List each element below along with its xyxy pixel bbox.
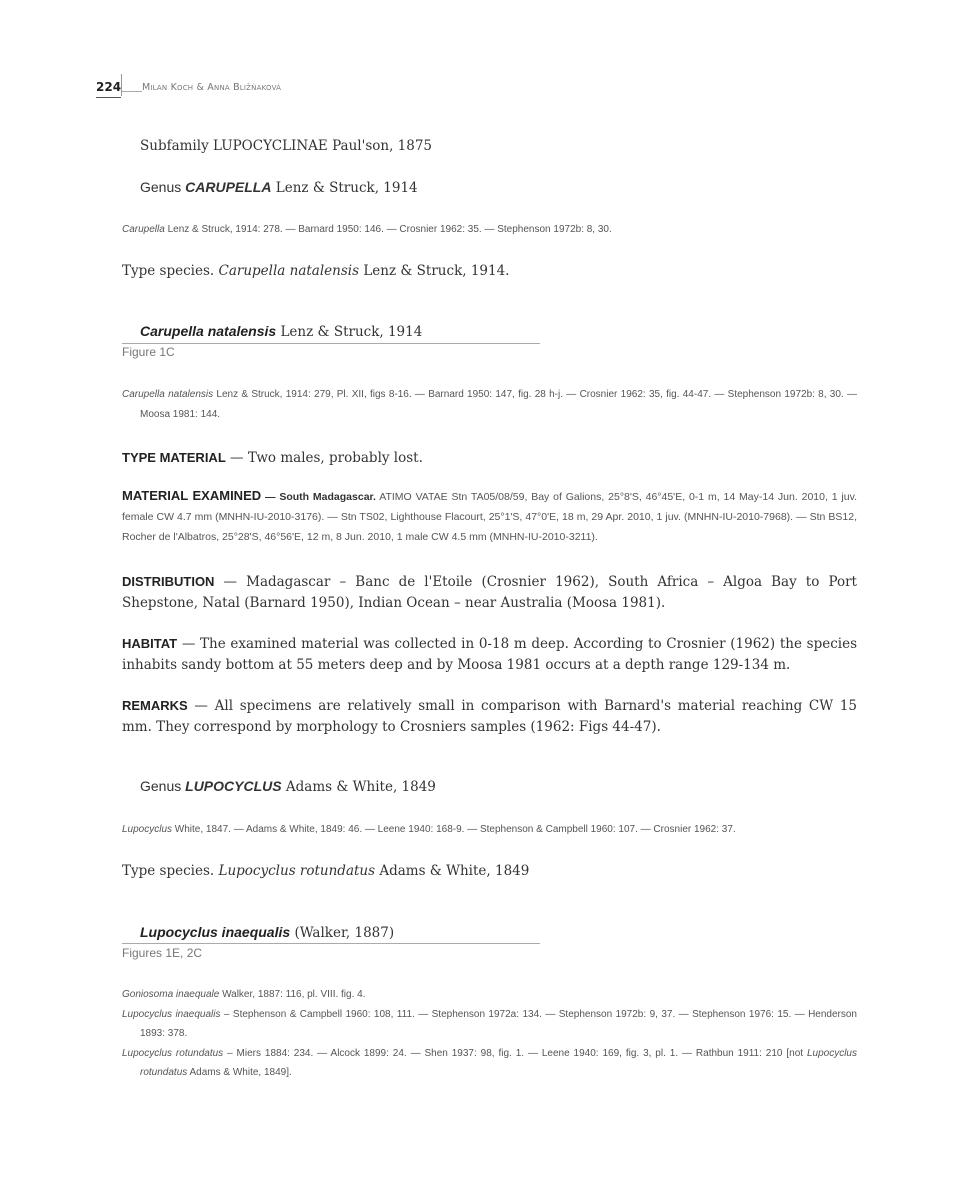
text-span: Carupella natalensis: [122, 389, 214, 400]
text-span: Lupocyclus inaequalis: [140, 924, 291, 940]
text-span: Lupocyclus: [122, 824, 173, 835]
text-span: Lenz & Struck, 1914: 279, Pl. XII, figs 8-16. — Barnard 1950: 147, fig. 28 h-j. — Crosnier 1962: 35, fig. 44-47. — Stephenson 1972b: 8, 30. — Moosa 1981: 144.: [140, 389, 857, 420]
type-species: [122, 861, 857, 882]
text-span: White, 1847. — Adams & White, 1849: 46. — Leene 1940: 168-9. — Stephenson & Campbell 1960: 107. — Crosnier 1962: 37.: [172, 824, 736, 835]
text-span: Lenz & Struck, 1914: 278. — Barnard 1950: 146. — Crosnier 1962: 35. — Stephenson 1972b: 8, 30.: [164, 224, 612, 235]
text-span: Adams & White, 1849: [375, 863, 530, 879]
heading-rule: [122, 343, 540, 344]
text-span: Carupella natalensis: [218, 263, 360, 279]
header-rule: [122, 91, 142, 92]
text-span: Carupella natalensis: [140, 323, 277, 339]
distribution: [122, 571, 857, 614]
header-underline: [96, 97, 121, 98]
text-span: Adams & White, 1849: [281, 779, 436, 795]
remarks: [122, 695, 857, 738]
text-span: MATERIAL EXAMINED: [122, 488, 262, 503]
text-span: Genus: [140, 179, 186, 195]
text-span: Genus: [140, 778, 186, 794]
running-header-authors: Milan Koch & Anna Bližňaková: [142, 82, 282, 93]
subfamily-heading: Subfamily LUPOCYCLINAE Paul'son, 1875: [140, 138, 433, 154]
text-span: Type species.: [122, 863, 219, 879]
text-span: – Stephenson & Campbell 1960: 108, 111. — Stephenson 1972a: 134. — Stephenson 1972b: 9, 37. — Stephenson 1976: 15. — Henderson 1893: 378.: [140, 1008, 857, 1039]
header-divider: [121, 74, 122, 96]
text-span: Lenz & Struck, 1914: [276, 324, 423, 340]
text-span: — South Madagascar.: [261, 491, 376, 503]
type-material: [122, 447, 857, 469]
text-span: Lupocyclus rotundatus: [140, 1047, 857, 1078]
text-span: Lenz & Struck, 1914.: [359, 263, 510, 279]
genus-heading-lupocyclus: [140, 778, 436, 795]
text-span: (Walker, 1887): [290, 925, 395, 941]
species-citation: [122, 385, 857, 424]
genus-heading-carupella: [140, 179, 418, 196]
text-span: DISTRIBUTION: [122, 574, 215, 589]
text-span: Lenz & Struck, 1914: [271, 180, 418, 196]
text-span: Lupocyclus rotundatus: [218, 863, 376, 879]
page-number: 224: [96, 80, 122, 94]
text-span: — Two males, probably lost.: [225, 450, 423, 466]
text-span: TYPE MATERIAL: [122, 450, 226, 465]
genus-citation: [122, 820, 857, 840]
text-span: — Madagascar – Banc de l'Etoile (Crosnier 1962), South Africa – Algoa Bay to Port Shepstone, Natal (Barnard 1950), Indian Ocean – near Australia (Moosa 1981).: [122, 574, 857, 611]
text-span: Carupella: [122, 224, 165, 235]
text-span: Type species.: [122, 263, 219, 279]
text-span: — All specimens are relatively small in comparison with Barnard's material reaching CW 15 mm. They correspond by morphology to Crosniers samples (1962: Figs 44-47).: [122, 698, 857, 735]
species-heading-carupella-natalensis: [140, 323, 422, 340]
text-span: Goniosoma inaequale: [122, 989, 220, 1000]
synonym-entry: [122, 985, 857, 1005]
text-span: Lupocyclus rotundatus: [122, 1047, 224, 1059]
text-span: HABITAT: [122, 636, 178, 651]
text-span: Lupocyclus inaequalis: [122, 1008, 221, 1020]
heading-rule: [122, 943, 540, 944]
type-species: [122, 261, 857, 282]
synonymy-list: [122, 985, 857, 1083]
text-span: – Miers 1884: 234. — Alcock 1899: 24. — Shen 1937: 98, fig. 1. — Leene 1940: 169, fig. 3, pl. 1. — Rathbun 1911: 210 [not: [223, 1047, 807, 1059]
text-span: ATIMO VATAE Stn TA05/08/59, Bay of Galions, 25°8'S, 46°45'E, 0-1 m, 14 May-14 Jun. 2010, 1 juv. female CW 4.7 mm (MNHN-IU-2010-3176). — Stn TS02, Lighthouse Flacourt, 25°1'S, 47°0'E, 18 m, 29 Apr. 2010, 1 juv. (MNHN-IU-2010-7968). — Stn BS12, Rocher de l'Albatros, 25°28'S, 46°56'E, 12 m, 8 Jun. 2010, 1 male CW 4.5 mm (MNHN-IU-2010-3211).: [122, 491, 857, 543]
genus-name: LUPOCYCLUS: [185, 778, 282, 794]
synonym-entry: [122, 1044, 857, 1083]
synonym-entry: [122, 1005, 857, 1044]
figure-reference: Figures 1E, 2C: [122, 946, 203, 960]
species-heading-lupocyclus-inaequalis: [140, 924, 394, 941]
material-examined: [122, 486, 857, 547]
text-span: — The examined material was collected in 0-18 m deep. According to Crosnier (1962) the species inhabits sandy bottom at 55 meters deep and by Moosa 1981 occurs at a depth range 129-134 m.: [122, 636, 857, 673]
figure-reference: Figure 1C: [122, 345, 175, 359]
habitat: [122, 633, 857, 676]
text-span: Adams & White, 1849].: [187, 1067, 292, 1078]
genus-citation: [122, 220, 857, 240]
text-span: REMARKS: [122, 698, 188, 713]
text-span: Walker, 1887: 116, pl. VIII. fig. 4.: [219, 989, 366, 1000]
genus-name: CARUPELLA: [185, 179, 272, 195]
